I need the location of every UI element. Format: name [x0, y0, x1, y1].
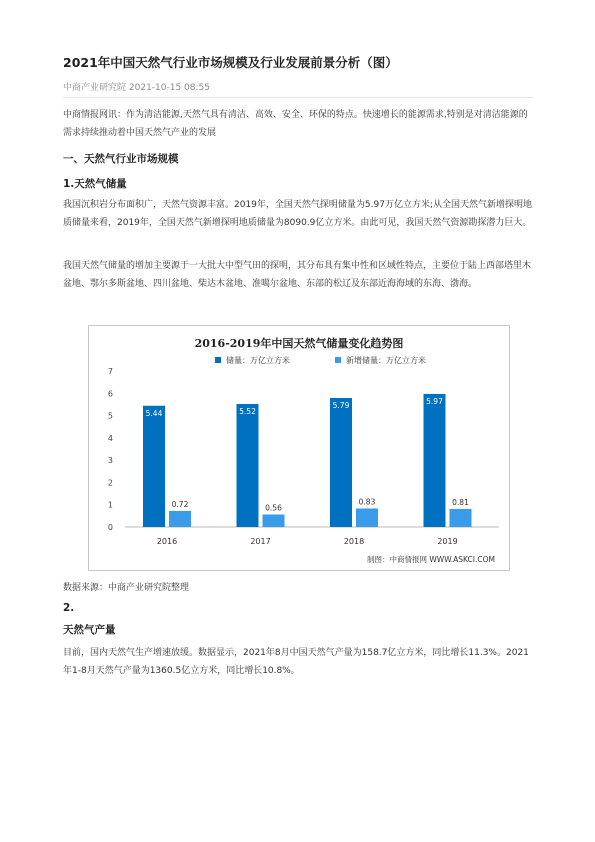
y-tick-label: 3 [107, 456, 113, 466]
y-tick-label: 7 [107, 367, 113, 376]
bar-value-label: 5.44 [145, 408, 163, 418]
bar-value-label: 5.97 [426, 396, 443, 406]
bar [237, 404, 259, 527]
y-tick-label: 0 [107, 523, 113, 532]
legend-swatch [215, 357, 221, 363]
data-source-caption: 数据来源：中商产业研究院整理 [63, 583, 190, 593]
bar [356, 509, 378, 527]
chart-legend [215, 355, 426, 365]
bar [330, 398, 352, 527]
bar-value-label: 5.79 [332, 400, 350, 410]
chart-credit: 制图：中商情报网 WWW.ASKCI.COM [367, 555, 495, 564]
intro-paragraph: 中商情报网讯：作为清洁能源,天然气具有清洁、高效、安全、环保的特点。快速增长的能源需求,特别是对清洁能源的需求持续推动着中国天然气产业的发展 [63, 110, 528, 138]
y-tick-label: 2 [107, 478, 113, 488]
legend-swatch [335, 357, 341, 363]
bar-value-label: 5.52 [239, 406, 256, 416]
bar-value-label: 0.83 [358, 497, 376, 507]
x-axis [157, 537, 458, 546]
production-paragraph: 目前，国内天然气生产增速放缓。数据显示，2021年8月中国天然气产量为158.7亿立方米，同比增长11.3%。2021年1-8月天然气产量为1360.5亿立方米，同比增长10.8%。 [63, 648, 529, 676]
subheading-production: 天然气产量 [63, 624, 116, 636]
section-heading-1: 一、天然气行业市场规模 [63, 153, 179, 165]
y-tick-label: 6 [107, 389, 113, 399]
x-tick-label: 2016 [156, 537, 178, 546]
chart-title: 2016-2019年中国天然气储量变化趋势图 [194, 337, 404, 350]
subheading-reserves: 1.天然气储量 [63, 178, 127, 190]
bar-value-label: 0.56 [265, 503, 282, 513]
bar-value-label: 0.72 [171, 499, 189, 509]
bar-value-label: 0.81 [452, 497, 469, 507]
x-tick-label: 2019 [437, 537, 458, 546]
subheading-number: 2. [63, 602, 75, 614]
reserves-chart [88, 325, 510, 571]
bar [450, 509, 472, 527]
x-tick-label: 2018 [343, 537, 365, 546]
distribution-paragraph: 我国天然气储量的增加主要源于一大批大中型气田的探明，其分布具有集中性和区域性特点，主要位于陆上西部塔里木盆地、鄂尔多斯盆地、四川盆地、柴达木盆地、准噶尔盆地、东部的松辽及东部近海海域的东海、渤海。 [63, 261, 532, 289]
bar [424, 394, 446, 527]
y-tick-label: 1 [107, 500, 113, 510]
chart-svg [89, 326, 509, 570]
divider [63, 97, 533, 98]
bars [143, 394, 472, 527]
page-title: 2021年中国天然气行业市场规模及行业发展前景分析（图） [63, 55, 398, 70]
y-tick-label: 5 [107, 411, 113, 421]
y-tick-label: 4 [107, 433, 113, 443]
bar [263, 515, 285, 527]
reserves-paragraph: 我国沉积岩分布面积广，天然气资源丰富。2019年，全国天然气探明储量为5.97万亿立方米;从全国天然气新增探明地质储量来看，2019年，全国天然气新增探明地质储量为8090.9亿立方米。由此可见，我国天然气资源勘探潜力巨大。 [63, 200, 532, 228]
article-date: 2021-10-15 08:55 [128, 83, 210, 93]
article-source[interactable]: 中商产业研究院 [63, 83, 127, 93]
x-tick-label: 2017 [250, 537, 271, 546]
bar [169, 511, 191, 527]
bar [143, 406, 165, 527]
article-meta [63, 80, 210, 93]
legend-label: 储量：万亿立方米 [226, 356, 290, 365]
legend-label: 新增储量：万亿立方米 [346, 356, 426, 365]
